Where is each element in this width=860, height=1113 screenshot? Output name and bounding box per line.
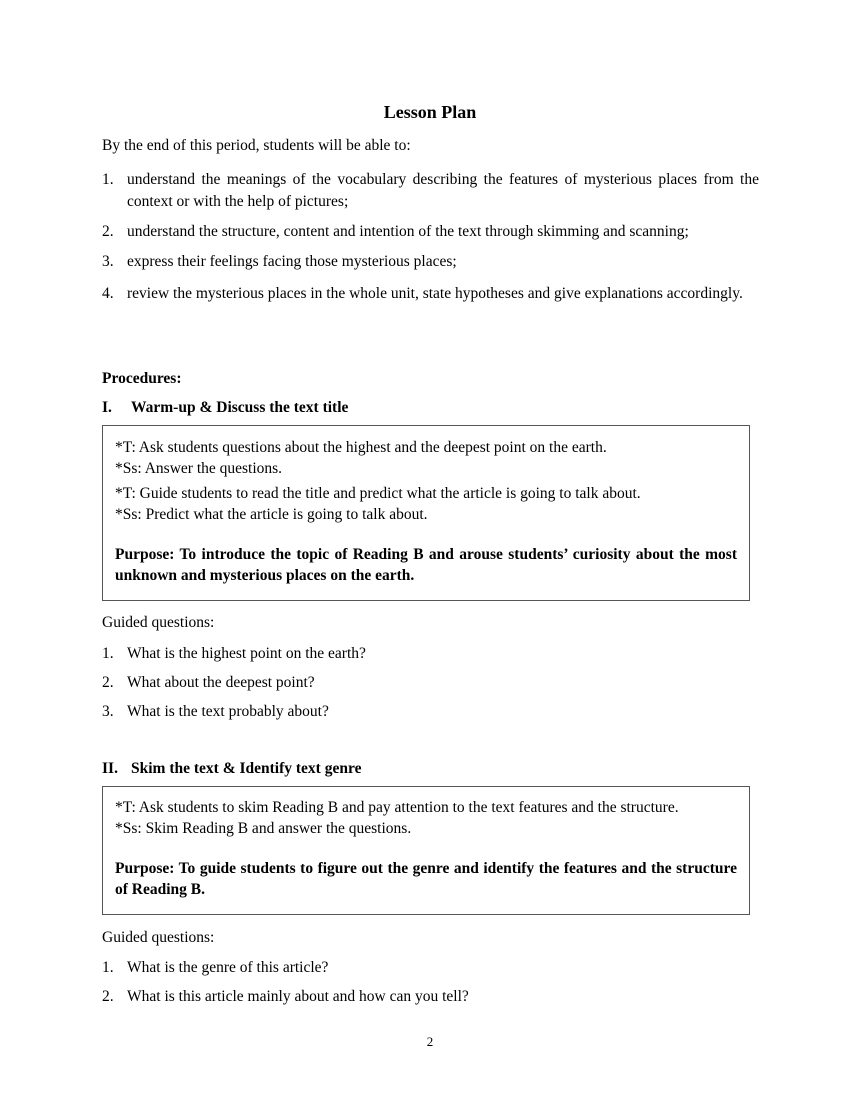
objective-text: review the mysterious places in the whole unit, state hypotheses and give explanations accordingly. [127,285,743,302]
page-number: 2 [426,1034,434,1049]
activity-box [102,425,750,601]
question-item [102,957,759,979]
section-title: Warm-up & Discuss the text title [131,399,349,416]
guided-questions-label: Guided questions: [102,929,215,946]
question-item [102,643,759,665]
objective-text: express their feelings facing those mysterious places; [127,253,457,270]
question-number: 1. [102,645,114,662]
question-number: 2. [102,674,114,691]
activity-box [102,786,750,915]
objective-text: understand the structure, content and intention of the text through skimming and scanning; [127,223,689,240]
objective-item [102,283,759,305]
question-item [102,701,759,723]
question-item [102,986,759,1008]
objectives-list [102,169,759,305]
question-text: What about the deepest point? [127,674,315,691]
activity-line: *T: Ask students to skim Reading B and pay attention to the text features and the structure. [115,799,679,816]
procedures-heading: Procedures: [102,370,182,387]
objective-number: 2. [102,223,114,240]
question-text: What is the genre of this article? [127,959,329,976]
activity-line: *Ss: Answer the questions. [115,460,283,477]
activity-line: *Ss: Predict what the article is going to talk about. [115,506,428,523]
purpose-text: Purpose: To guide students to figure out the genre and identify the features and the structure of Reading B. [115,860,737,898]
activity-line: *Ss: Skim Reading B and answer the questions. [115,820,412,837]
question-item [102,672,759,694]
section-heading [102,399,348,417]
section-numeral: I. [102,399,112,416]
objective-number: 1. [102,171,114,188]
page-title: Lesson Plan [383,102,477,122]
guided-questions-label: Guided questions: [102,614,215,631]
objective-number: 4. [102,285,114,302]
objective-item [102,251,759,273]
guided-questions-list [102,957,759,1008]
question-number: 1. [102,959,114,976]
section-title: Skim the text & Identify text genre [131,760,362,777]
intro-text: By the end of this period, students will be able to: [102,137,411,154]
question-number: 3. [102,703,114,720]
purpose-text: Purpose: To introduce the topic of Reading B and arouse students’ curiosity about the most unknown and mysterious places on the earth. [115,546,737,584]
objective-text: understand the meanings of the vocabulary describing the features of mysterious places from the context or with the help of pictures; [127,171,759,210]
objective-item [102,169,759,213]
question-text: What is the highest point on the earth? [127,645,366,662]
section-heading [102,760,361,778]
objective-item [102,221,759,243]
guided-questions-list [102,643,759,723]
objective-number: 3. [102,253,114,270]
question-text: What is this article mainly about and how can you tell? [127,988,469,1005]
section-numeral: II. [102,760,118,777]
activity-line: *T: Ask students questions about the highest and the deepest point on the earth. [115,439,607,456]
question-number: 2. [102,988,114,1005]
question-text: What is the text probably about? [127,703,329,720]
activity-line: *T: Guide students to read the title and predict what the article is going to talk about. [115,485,641,502]
